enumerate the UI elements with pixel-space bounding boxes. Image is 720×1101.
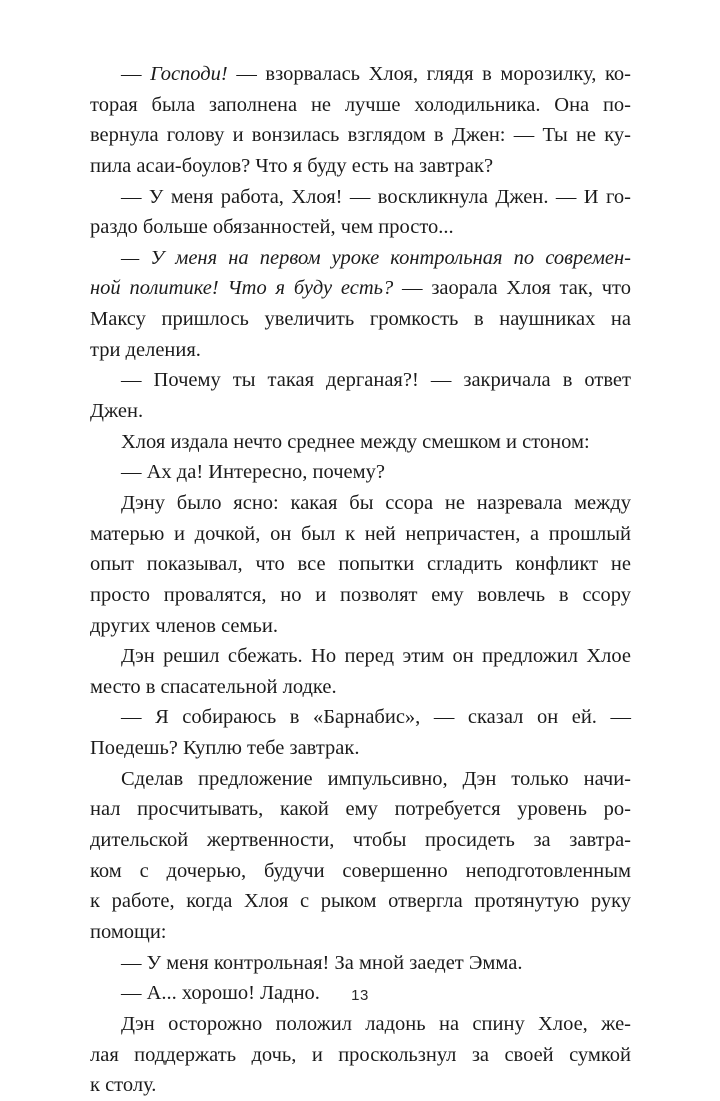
- text-segment: раздо больше обязанностей, чем просто...: [90, 216, 454, 239]
- text-line: [90, 488, 631, 519]
- text-segment: матерью и дочкой, он был к ней непричастен, а прошлый: [90, 522, 631, 545]
- text-segment: три деления.: [90, 338, 201, 361]
- text-segment: Максу пришлось увеличить громкость в наушниках на: [90, 308, 631, 331]
- text-line: [90, 611, 631, 642]
- text-segment: просто провалятся, но и позволят ему вовлечь в ссору: [90, 583, 631, 606]
- text-line: [90, 580, 631, 611]
- italic-text-segment: ной политике! Что я буду есть?: [90, 277, 394, 300]
- text-line: [90, 90, 631, 121]
- text-line: [90, 335, 631, 366]
- text-segment: к столу.: [90, 1074, 157, 1097]
- text-segment: к работе, когда Хлоя с рыком отвергла протянутую руку: [90, 890, 631, 913]
- text-segment: других членов семьи.: [90, 614, 278, 637]
- text-line: [90, 549, 631, 580]
- text-segment: помощи:: [90, 920, 167, 943]
- text-segment: — У меня контрольная! За мной заедет Эмма.: [121, 951, 523, 974]
- text-line: [90, 641, 631, 672]
- text-segment: Дэну было ясно: какая бы ссора не назревала между: [121, 491, 631, 514]
- text-line: [90, 365, 631, 396]
- text-line: [90, 1040, 631, 1071]
- text-line: [90, 672, 631, 703]
- text-line: [90, 886, 631, 917]
- text-segment: — Почему ты такая дерганая?! — закричала в ответ: [121, 369, 631, 392]
- text-line: [90, 59, 631, 90]
- text-segment: — У меня работа, Хлоя! — воскликнула Джен. — И го-: [121, 185, 631, 208]
- text-segment: — Я собираюсь в «Барнабис», — сказал он ей. —: [121, 706, 631, 729]
- italic-text-segment: — У меня на первом уроке контрольная по современ-: [121, 246, 631, 269]
- text-line: [90, 457, 631, 488]
- text-segment: Дэн решил сбежать. Но перед этим он предложил Хлое: [121, 645, 631, 668]
- text-line: [90, 825, 631, 856]
- text-segment: Джен.: [90, 400, 144, 423]
- text-segment: нал просчитывать, какой ему потребуется уровень ро-: [90, 798, 631, 821]
- text-line: [90, 182, 631, 213]
- text-line: [90, 427, 631, 458]
- text-segment: опыт показывал, что все попытки сгладить конфликт не: [90, 553, 631, 576]
- text-line: [90, 856, 631, 887]
- text-segment: торая была заполнена не лучше холодильника. Она по-: [90, 93, 631, 116]
- text-line: [90, 304, 631, 335]
- text-line: [90, 948, 631, 979]
- text-line: [90, 212, 631, 243]
- text-segment: — Ах да! Интересно, почему?: [121, 461, 385, 484]
- text-line: [90, 917, 631, 948]
- page-number: 13: [351, 987, 369, 1004]
- text-segment: дительской жертвенности, чтобы просидеть за завтра-: [90, 829, 631, 852]
- text-line: [90, 151, 631, 182]
- text-segment: ком с дочерью, будучи совершенно неподготовленным: [90, 859, 631, 882]
- text-segment: пила асаи-боулов? Что я буду есть на завтрак?: [90, 154, 494, 177]
- text-line: [90, 764, 631, 795]
- text-segment: Дэн осторожно положил ладонь на спину Хлое, же-: [121, 1012, 631, 1035]
- text-line: [90, 1070, 631, 1101]
- text-segment: Поедешь? Куплю тебе завтрак.: [90, 737, 360, 760]
- text-line: [90, 243, 631, 274]
- text-line: [90, 519, 631, 550]
- italic-text-segment: Господи!: [150, 63, 228, 85]
- text-segment: — заорала Хлоя так, что: [393, 277, 631, 300]
- text-segment: Хлоя издала нечто среднее между смешком и стоном:: [121, 430, 590, 453]
- text-segment: —: [121, 63, 151, 85]
- text-line: [90, 273, 631, 304]
- text-segment: место в спасательной лодке.: [90, 675, 337, 698]
- text-line: [90, 702, 631, 733]
- text-segment: — взорвалась Хлоя, глядя в морозилку, ко-: [227, 63, 631, 85]
- body-text: [90, 59, 631, 1101]
- text-line: [90, 396, 631, 427]
- text-segment: — А... хорошо! Ладно.: [121, 982, 320, 1005]
- text-line: [90, 120, 631, 151]
- text-line: [90, 1009, 631, 1040]
- text-segment: Сделав предложение импульсивно, Дэн только начи-: [121, 767, 631, 790]
- text-line: [90, 733, 631, 764]
- text-segment: лая поддержать дочь, и проскользнул за своей сумкой: [90, 1043, 631, 1066]
- text-segment: вернула голову и вонзилась взглядом в Джен: — Ты не ку-: [90, 124, 631, 147]
- text-line: [90, 794, 631, 825]
